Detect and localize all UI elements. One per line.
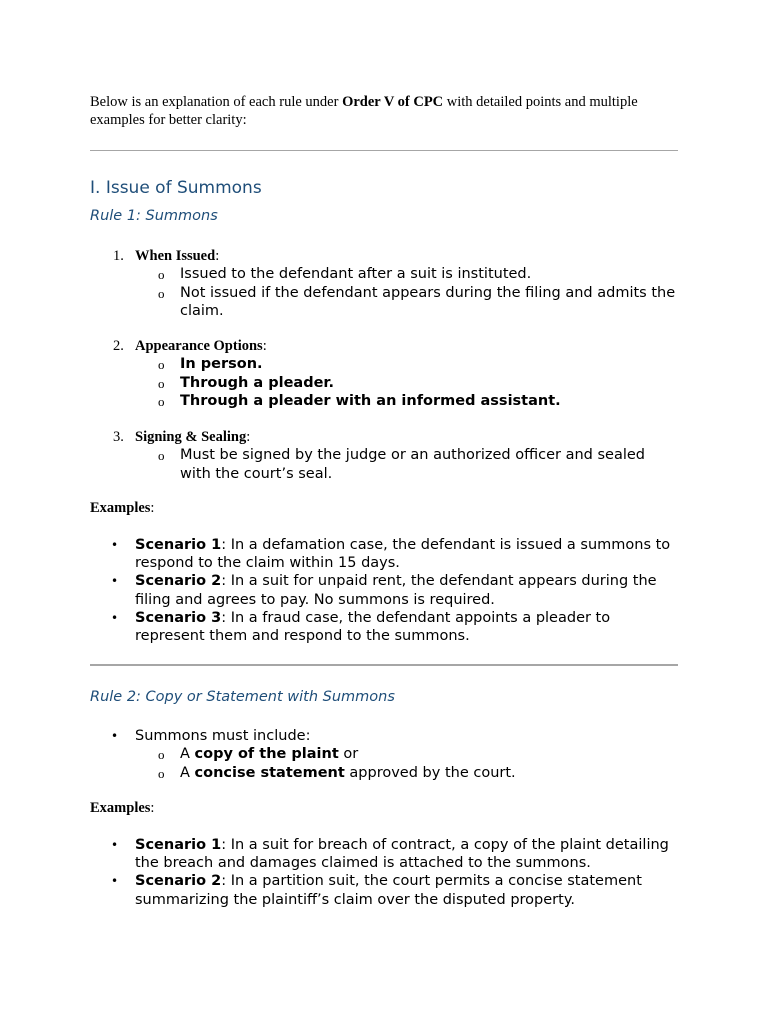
sub-bullet: o Through a pleader.: [158, 374, 335, 391]
sub-bullet: o Issued to the defendant after a suit is instituted.: [158, 266, 532, 282]
rule2-bullet-list: [111, 727, 680, 782]
section-title: I. Issue of Summons: [90, 178, 262, 198]
sub-bullet: o A copy of the plaint or: [158, 746, 359, 763]
example-item: • Scenario 2: In a partition suit, the court permits a concise statement summarizing the plaintiff’s claim over the disputed property.: [111, 873, 642, 908]
rule1-title: Rule 1: Summons: [90, 208, 218, 224]
rule2-examples-label: Examples:: [90, 800, 155, 816]
example-item: • Scenario 1: In a defamation case, the defendant is issued a summons to respond to the claim within 15 days.: [111, 537, 671, 572]
example-item: • Scenario 3: In a fraud case, the defendant appoints a pleader to represent them and respond to the summons.: [111, 609, 611, 645]
rule2-examples-list: [111, 836, 680, 909]
example-item: • Scenario 1: In a suit for breach of contract, a copy of the plaint detailing the breach and damages claimed is attached to the summons.: [111, 837, 669, 872]
intro-bold-term: Order V of CPC: [342, 94, 444, 110]
sub-bullet: o A concise statement approved by the court.: [158, 764, 516, 781]
sub-bullet: o Through a pleader with an informed assistant.: [158, 393, 561, 409]
rule2-title: Rule 2: Copy or Statement with Summons: [90, 689, 395, 705]
example-item: • Scenario 2: In a suit for unpaid rent, the defendant appears during the filing and agrees to pay. No summons is required.: [111, 573, 657, 608]
divider: [90, 664, 678, 666]
sub-bullet: o Must be signed by the judge or an authorized officer and sealed with the court’s seal.: [158, 447, 645, 482]
rule1-examples-label: Examples:: [90, 500, 155, 516]
rule1-examples-list: [111, 536, 680, 645]
sub-bullet: o Not issued if the defendant appears during the filing and admits the claim.: [158, 284, 676, 319]
intro-paragraph: Below is an explanation of each rule under Order V of CPC with detailed points and multiple examples for better clarity:: [90, 94, 638, 128]
divider: [90, 150, 678, 151]
sub-bullet: o In person.: [158, 356, 263, 372]
rule2-bullet: • Summons must include:: [111, 728, 311, 744]
